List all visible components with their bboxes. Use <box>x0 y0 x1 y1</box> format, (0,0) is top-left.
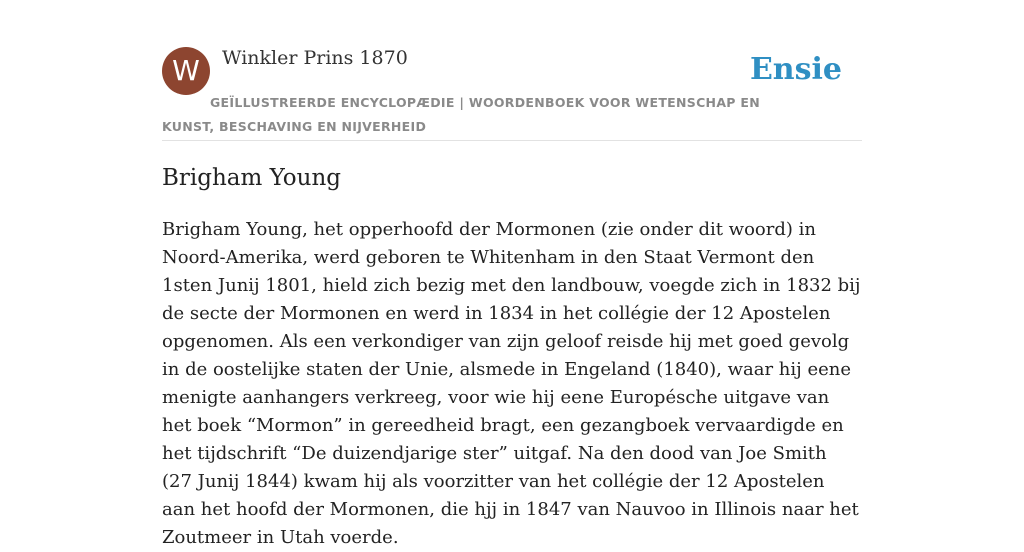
avatar[interactable]: W <box>162 47 210 95</box>
article-title: Brigham Young <box>162 165 342 191</box>
article-body: Brigham Young, het opperhoofd der Mormonen (zie onder dit woord) in Noord-Amerika, werd geboren te Whitenham in den Staat Vermont den 1sten Junij 1801, hield zich bezig met den landbouw, voegde zich in 1832 bij de secte der Mormonen en werd in 1834 in het collégie der 12 Apostelen opgenomen. Als een verkondiger van zijn geloof reisde hij met goed gevolg in de oostelijke staten der Unie, alsmede in Engeland (1840), waar hij eene menigte aanhangers verkreeg, voor wie hij eene Europésche uitgave van het boek “Mormon” in gereedheid bragt, een gezangboek vervaardigde en het tijdschrift “De duizendjarige ster” uitgaf. Na den dood van Joe Smith (27 Junij 1844) kwam hij als voorzitter van het collégie der 12 Apostelen aan het hoofd der Mormonen, die hjj in 1847 van Nauvoo in Illinois naar het Zoutmeer in Utah voerde. <box>162 219 861 548</box>
book-title[interactable]: Winkler Prins 1870 <box>222 47 408 69</box>
page-header <box>162 46 862 141</box>
book-subtitle: GEÏLLUSTREERDE ENCYCLOPÆDIE | WOORDENBOEK VOOR WETENSCHAP EN KUNST, BESCHAVING EN NIJVERHEID <box>162 95 760 134</box>
brand-logo[interactable]: Ensie <box>749 52 842 87</box>
